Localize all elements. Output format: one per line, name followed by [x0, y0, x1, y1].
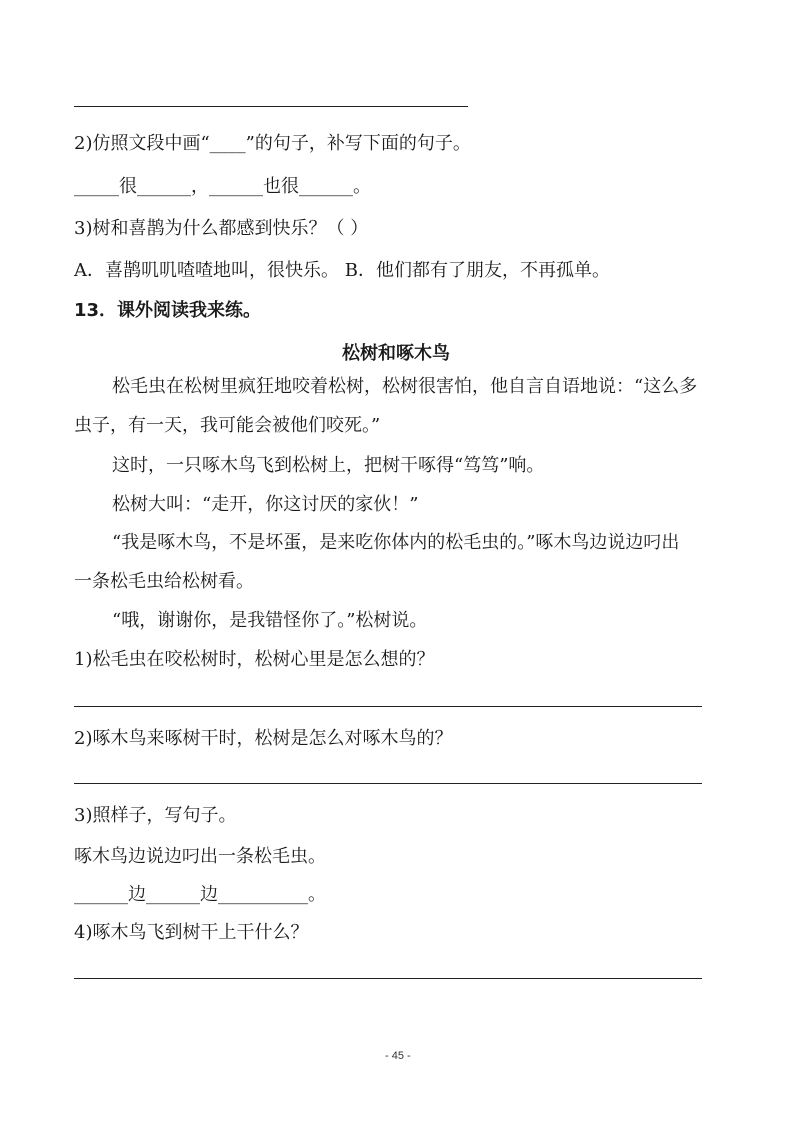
story-paragraph-4b: 一条松毛虫给松树看。 — [74, 571, 254, 592]
question-4: 4)啄木鸟飞到树干上干什么？ — [74, 922, 309, 943]
question-3-example: 啄木鸟边说边叼出一条松毛虫。 — [74, 846, 326, 867]
story-paragraph-3: 松树大叫：“走开，你这讨厌的家伙！” — [112, 494, 419, 515]
answer-line-q2[interactable] — [74, 783, 702, 784]
section-13-heading: 13．课外阅读我来练。 — [74, 300, 262, 321]
story-title: 松树和啄木鸟 — [342, 343, 450, 364]
story-paragraph-2: 这时，一只啄木鸟飞到松树上，把树干啄得“笃笃”响。 — [112, 455, 545, 476]
prev-q2-fill-sentence[interactable]: _____很______，______也很______。 — [74, 176, 371, 197]
answer-line-prev[interactable] — [74, 106, 468, 107]
question-3: 3)照样子，写句子。 — [74, 805, 237, 826]
page-number: - 45 - — [385, 1050, 411, 1062]
prev-q3-options: A．喜鹊叽叽喳喳地叫，很快乐。 B．他们都有了朋友，不再孤单。 — [74, 260, 610, 281]
story-paragraph-1a: 松毛虫在松树里疯狂地咬着松树，松树很害怕，他自言自语地说：“这么多 — [112, 376, 698, 397]
story-paragraph-1b: 虫子，有一天，我可能会被他们咬死。” — [74, 415, 381, 436]
question-1: 1)松毛虫在咬松树时，松树心里是怎么想的？ — [74, 649, 435, 670]
answer-line-q4[interactable] — [74, 978, 702, 979]
answer-line-q1[interactable] — [74, 706, 702, 707]
story-paragraph-4a: “我是啄木鸟，不是坏蛋，是来吃你体内的松毛虫的。”啄木鸟边说边叼出 — [112, 532, 680, 553]
question-2: 2)啄木鸟来啄树干时，松树是怎么对啄木鸟的？ — [74, 728, 453, 749]
prev-q3-prompt: 3)树和喜鹊为什么都感到快乐？（ ） — [74, 218, 369, 239]
prev-q2-prompt: 2)仿照文段中画“____”的句子，补写下面的句子。 — [74, 133, 471, 154]
question-3-fill-sentence[interactable]: ______边______边__________。 — [74, 884, 326, 905]
story-paragraph-5: “哦，谢谢你，是我错怪你了。”松树说。 — [112, 610, 428, 631]
